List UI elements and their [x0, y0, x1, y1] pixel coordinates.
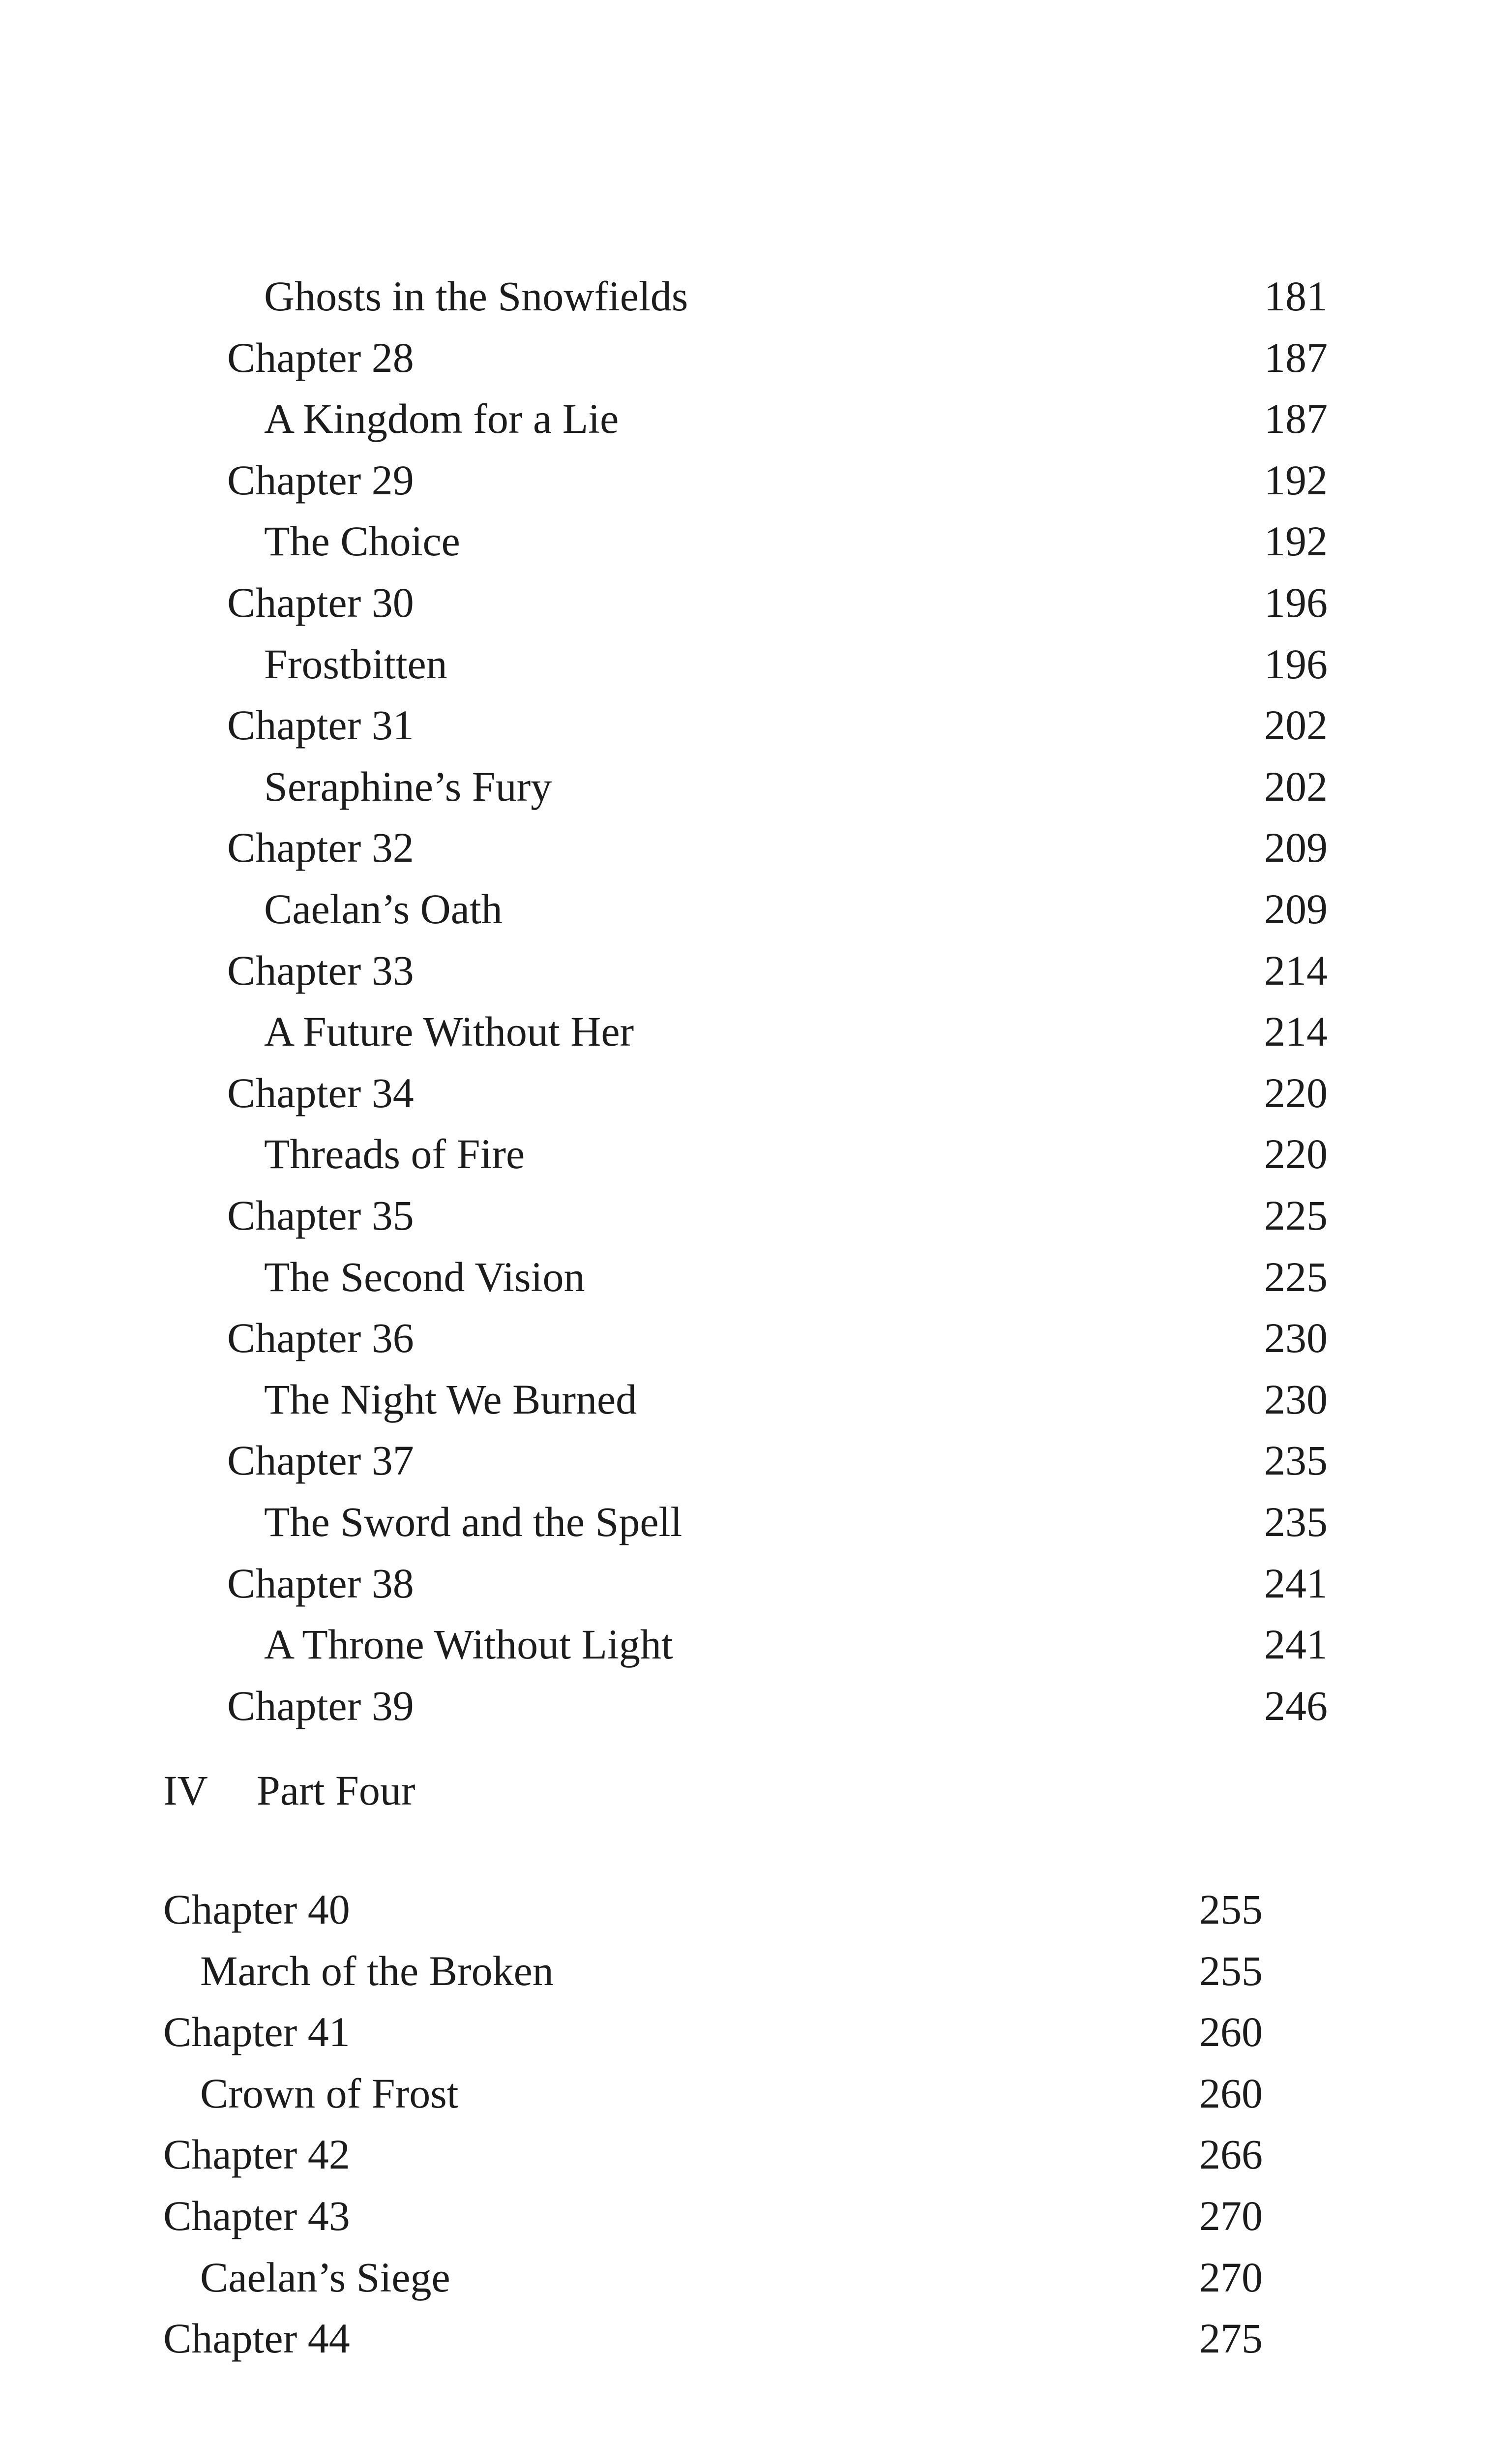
- entry-title: Chapter 41: [163, 2008, 350, 2055]
- entry-page-number: 196: [1264, 640, 1328, 688]
- entry-page-number: 260: [1199, 2070, 1263, 2117]
- entry-page-number: 220: [1264, 1069, 1328, 1116]
- entry-page-number: 230: [1264, 1376, 1328, 1423]
- entry-page-number: 241: [1264, 1621, 1328, 1668]
- entry-title: Threads of Fire: [264, 1130, 525, 1177]
- part-title: Part Four: [257, 1767, 415, 1814]
- entry-title: March of the Broken: [200, 1947, 554, 1994]
- entry-title: Chapter 34: [227, 1069, 414, 1116]
- entry-title: Chapter 29: [227, 456, 414, 504]
- entry-page-number: 209: [1264, 885, 1328, 933]
- entry-page-number: 187: [1264, 395, 1328, 442]
- entry-title: Chapter 44: [163, 2315, 350, 2362]
- part-numeral: IV: [163, 1767, 208, 1814]
- entry-title: The Night We Burned: [264, 1376, 637, 1423]
- entry-page-number: 192: [1264, 517, 1328, 565]
- entry-page-number: 225: [1264, 1253, 1328, 1300]
- entry-title: Chapter 32: [227, 824, 414, 871]
- entry-page-number: 214: [1264, 1008, 1328, 1055]
- entry-title: Chapter 35: [227, 1192, 414, 1239]
- entry-page-number: 230: [1264, 1314, 1328, 1361]
- entry-page-number: 241: [1264, 1560, 1328, 1607]
- entry-title: Chapter 36: [227, 1314, 414, 1361]
- entry-title: Crown of Frost: [200, 2070, 459, 2117]
- entry-page-number: 255: [1199, 1947, 1263, 1994]
- entry-page-number: 255: [1199, 1886, 1263, 1933]
- entry-title: Chapter 42: [163, 2131, 350, 2178]
- entry-page-number: 260: [1199, 2008, 1263, 2055]
- entry-title: A Throne Without Light: [264, 1621, 673, 1668]
- entry-title: Chapter 37: [227, 1437, 414, 1484]
- entry-title: The Second Vision: [264, 1253, 585, 1300]
- entry-page-number: 220: [1264, 1130, 1328, 1177]
- entry-page-number: 209: [1264, 824, 1328, 871]
- entry-title: Seraphine’s Fury: [264, 763, 552, 810]
- entry-title: Caelan’s Siege: [200, 2254, 450, 2301]
- entry-page-number: 202: [1264, 701, 1328, 749]
- entry-page-number: 187: [1264, 334, 1328, 381]
- entry-page-number: 270: [1199, 2254, 1263, 2301]
- entry-page-number: 202: [1264, 763, 1328, 810]
- entry-page-number: 246: [1264, 1682, 1328, 1729]
- entry-page-number: 181: [1264, 272, 1328, 320]
- entry-title: The Choice: [264, 517, 460, 565]
- entry-title: A Kingdom for a Lie: [264, 395, 619, 442]
- entry-title: A Future Without Her: [264, 1008, 634, 1055]
- entry-title: The Sword and the Spell: [264, 1498, 682, 1545]
- entry-title: Frostbitten: [264, 640, 447, 688]
- entry-page-number: 196: [1264, 579, 1328, 626]
- entry-title: Caelan’s Oath: [264, 885, 503, 933]
- entry-title: Chapter 28: [227, 334, 414, 381]
- entry-page-number: 235: [1264, 1437, 1328, 1484]
- entry-page-number: 266: [1199, 2131, 1263, 2178]
- entry-title: Chapter 31: [227, 701, 414, 749]
- entry-page-number: 214: [1264, 947, 1328, 994]
- entry-page-number: 235: [1264, 1498, 1328, 1545]
- entry-title: Chapter 40: [163, 1886, 350, 1933]
- entry-title: Ghosts in the Snowfields: [264, 272, 688, 320]
- entry-title: Chapter 43: [163, 2192, 350, 2239]
- entry-page-number: 270: [1199, 2192, 1263, 2239]
- entry-title: Chapter 33: [227, 947, 414, 994]
- entry-title: Chapter 39: [227, 1682, 414, 1729]
- entry-title: Chapter 30: [227, 579, 414, 626]
- entry-page-number: 225: [1264, 1192, 1328, 1239]
- entry-page-number: 192: [1264, 456, 1328, 504]
- entry-title: Chapter 38: [227, 1560, 414, 1607]
- entry-page-number: 275: [1199, 2315, 1263, 2362]
